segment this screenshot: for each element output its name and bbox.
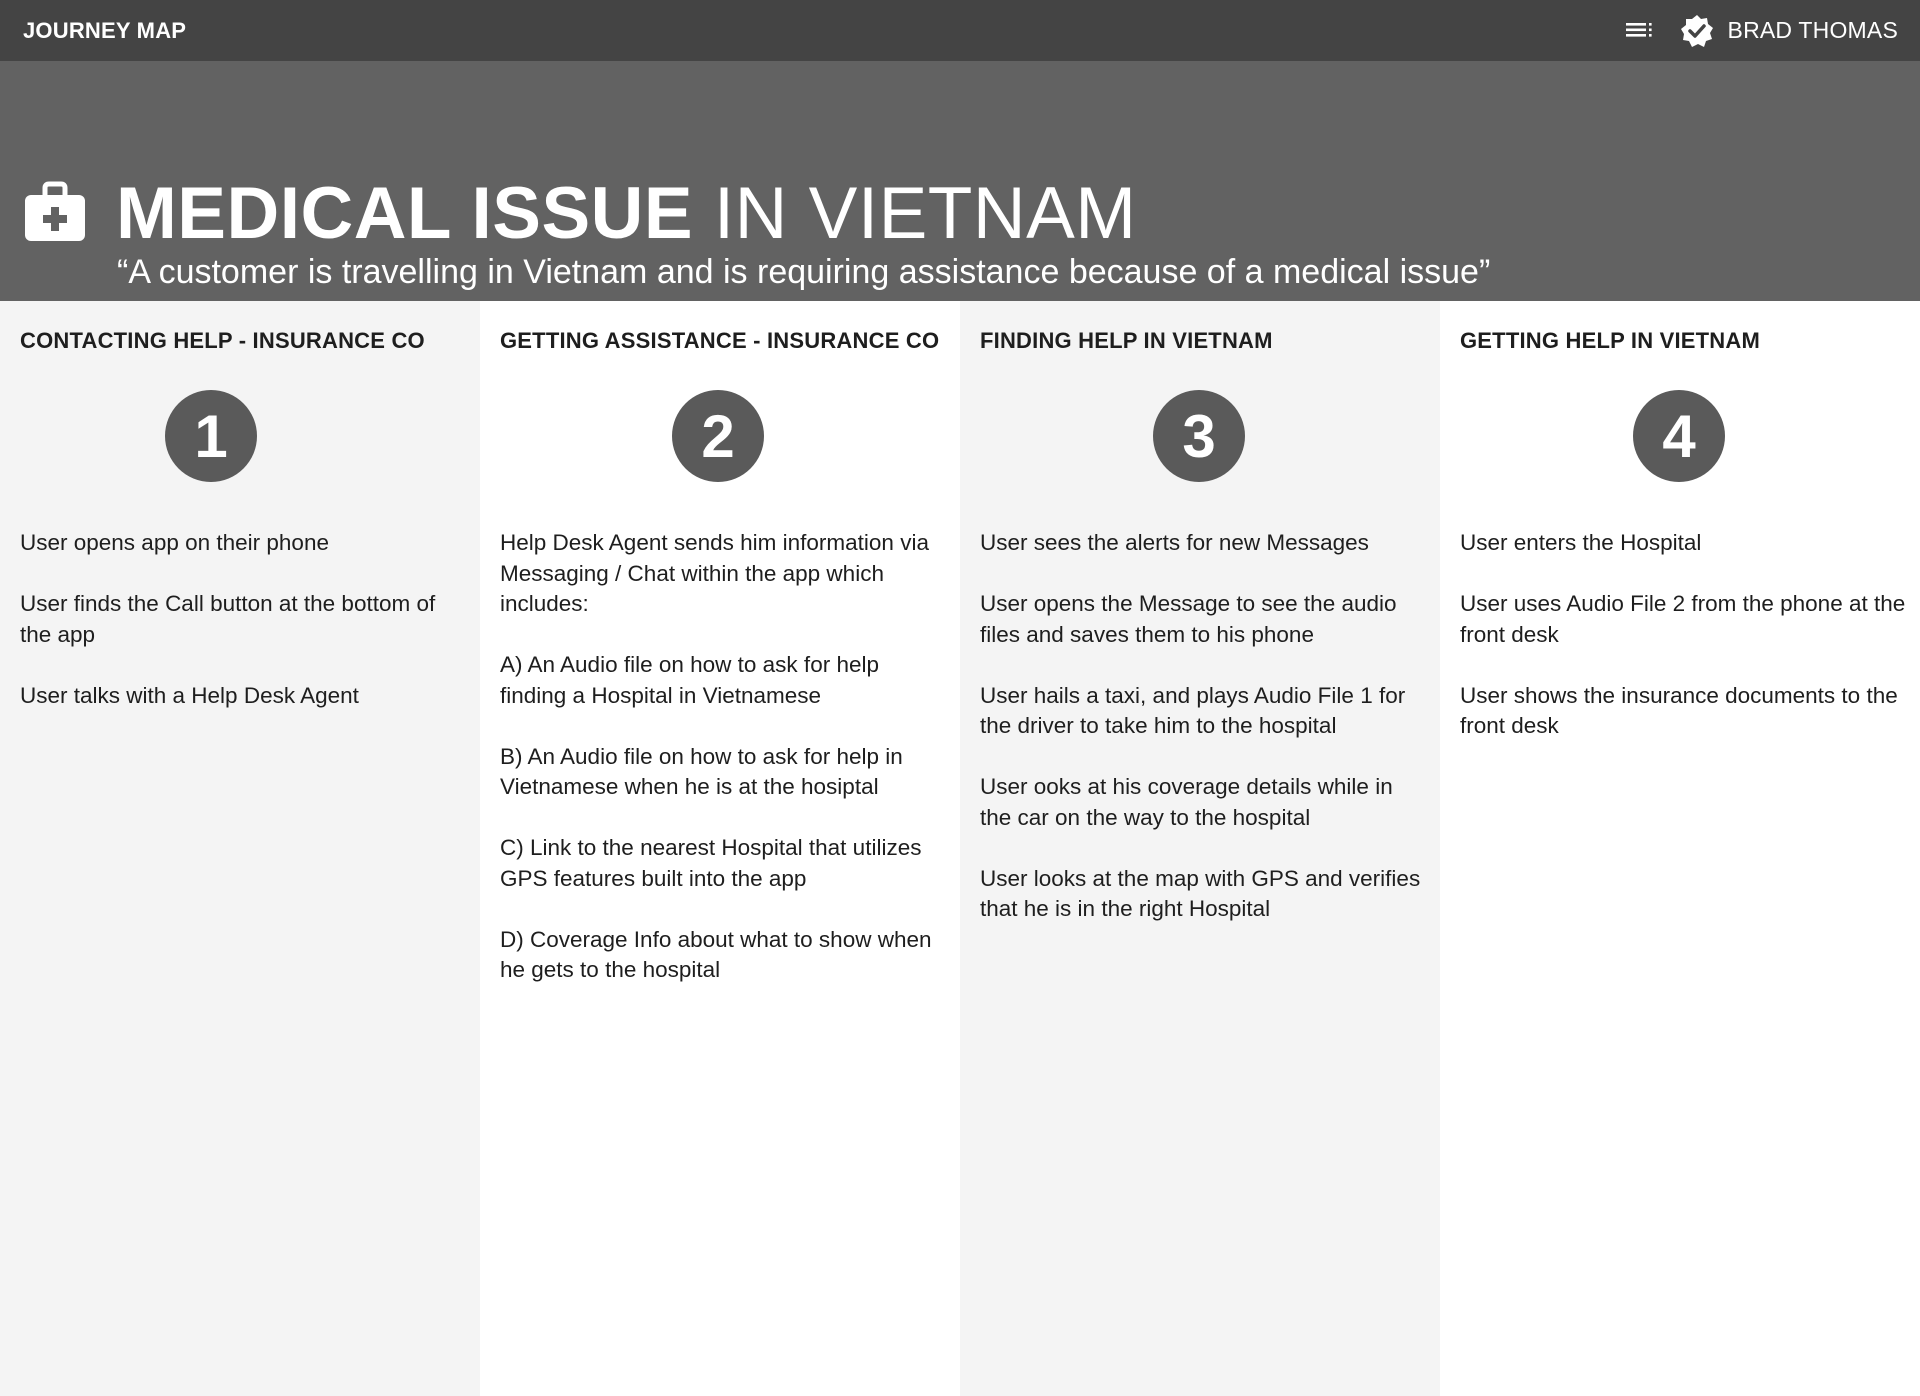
medical-kit-icon (25, 181, 85, 243)
stage-title: GETTING HELP IN VIETNAM (1460, 328, 1760, 353)
journey-header (0, 61, 1920, 301)
list-item: User looks at the map with GPS and verifies that he is in the right Hospital (980, 865, 1421, 921)
list-item: A) An Audio file on how to ask for help finding a Hospital in Vietnamese (500, 652, 879, 708)
stage-column-3 (960, 301, 1440, 1396)
title-light: IN VIETNAM (713, 173, 1137, 254)
list-item: C) Link to the nearest Hospital that utilizes GPS features built into the app (500, 835, 922, 891)
scenario-quote: “A customer is travelling in Vietnam and is requiring assistance because of a medical issue” (117, 253, 1491, 291)
step-number-badge: 2 (672, 390, 764, 482)
app-title: JOURNEY MAP (23, 17, 187, 43)
user-name[interactable]: BRAD THOMAS (1727, 17, 1898, 43)
list-item: B) An Audio file on how to ask for help in Vietnamese when he is at the hosiptal (500, 743, 903, 799)
top-bar (0, 0, 1920, 61)
list-item: User opens app on their phone (20, 530, 329, 555)
stage-steps (980, 528, 1426, 955)
step-number-badge: 1 (165, 390, 257, 482)
stage-title: CONTACTING HELP - INSURANCE CO (20, 328, 425, 353)
list-item: User finds the Call button at the bottom of the app (20, 591, 436, 647)
list-item: Help Desk Agent sends him information via Messaging / Chat within the app which includes: (500, 530, 929, 616)
list-item: User sees the alerts for new Messages (980, 530, 1369, 555)
top-bar-actions (1626, 14, 1898, 48)
list-item: User enters the Hospital (1460, 530, 1702, 555)
list-item: User hails a taxi, and plays Audio File 1 for the driver to take him to the hospital (980, 682, 1406, 738)
stage-steps (500, 528, 946, 1016)
list-item: User opens the Message to see the audio files and saves them to his phone (980, 591, 1397, 647)
step-number-badge: 3 (1153, 390, 1245, 482)
stage-column-2 (480, 301, 960, 1396)
title-bold: MEDICAL ISSUE (116, 173, 694, 254)
list-item: D) Coverage Info about what to show when he gets to the hospital (500, 926, 932, 982)
list-item: User shows the insurance documents to the front desk (1460, 682, 1898, 738)
stage-column-4 (1440, 301, 1920, 1396)
list-item: User uses Audio File 2 from the phone at the front desk (1460, 591, 1906, 647)
stage-title: FINDING HELP IN VIETNAM (980, 328, 1273, 353)
stage-steps (1460, 528, 1906, 772)
stage-steps (20, 528, 466, 742)
menu-list-icon[interactable] (1626, 20, 1654, 42)
list-item: User ooks at his coverage details while in the car on the way to the hospital (980, 774, 1393, 830)
step-number-badge: 4 (1633, 390, 1725, 482)
list-item: User talks with a Help Desk Agent (20, 682, 359, 708)
stage-title: GETTING ASSISTANCE - INSURANCE CO (500, 328, 940, 353)
page-title (116, 171, 1137, 257)
stage-column-1 (0, 301, 480, 1396)
verified-badge-icon (1680, 14, 1714, 48)
journey-stages (0, 301, 1920, 1396)
